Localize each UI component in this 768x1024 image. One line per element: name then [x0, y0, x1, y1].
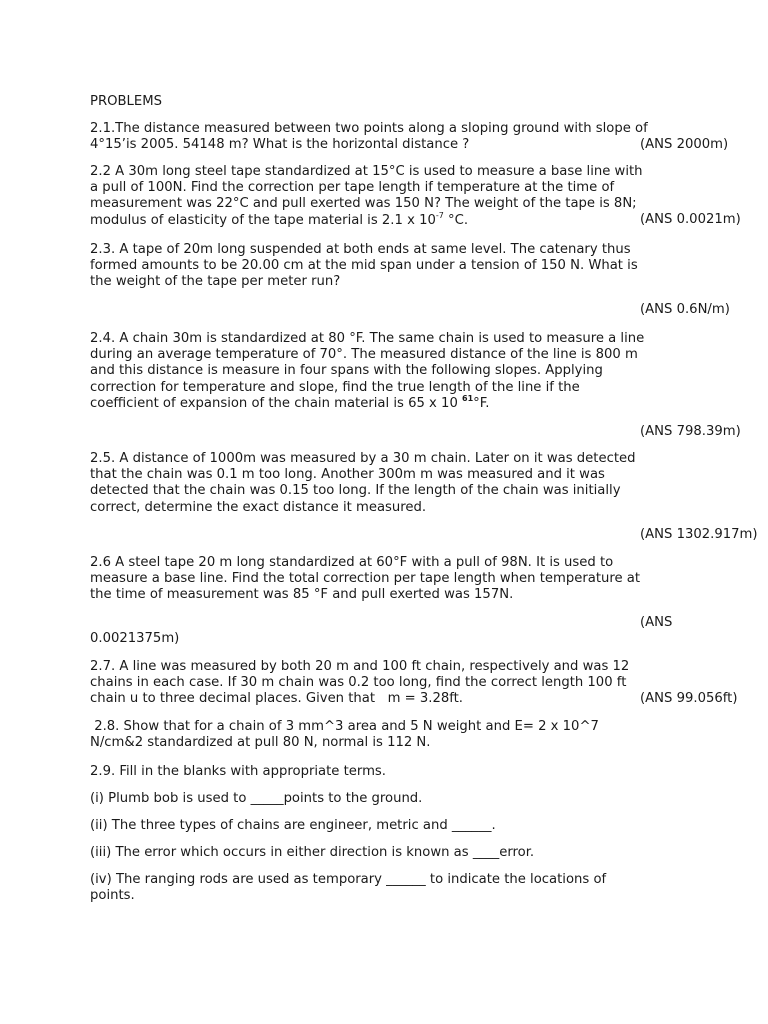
line-text: °F.	[473, 395, 490, 411]
problem-line: 2.9. Fill in the blanks with appropriate terms.	[90, 764, 386, 779]
problem-line: chain u to three decimal places. Given that m = 3.28ft.	[90, 691, 464, 707]
problem-line: measure a base line. Find the total correction per tape length when temperature at	[90, 571, 641, 587]
problem-line: (iii) The error which occurs in either direction is known as ____error.	[90, 845, 535, 860]
answer-text: 0.0021375m)	[90, 631, 180, 646]
problem-2-4	[90, 331, 741, 439]
problem-line: 4°15’is 2005. 54148 m? What is the horizontal distance ?	[90, 137, 470, 153]
problem-line: correct, determine the exact distance it measured.	[90, 499, 427, 515]
line-text: modulus of elasticity of the tape material is 2.1 x 10	[90, 212, 436, 228]
problem-line: chains in each case. If 30 m chain was 0.2 too long, find the correct length 100 ft	[90, 675, 627, 691]
problem-2-3	[90, 242, 730, 317]
problem-line: (ii) The three types of chains are engineer, metric and ______.	[90, 818, 496, 833]
problem-line: 2.1.The distance measured between two points along a sloping ground with slope of	[90, 121, 648, 136]
answer-text: (ANS 2000m)	[640, 137, 729, 152]
problem-line: the weight of the tape per meter run?	[90, 274, 341, 290]
fill-blank-item	[90, 845, 690, 861]
problem-line: measurement was 22°C and pull exerted was 150 N? The weight of the tape is 8N;	[90, 196, 637, 212]
problem-line: correction for temperature and slope, find the true length of the line if the	[90, 379, 580, 395]
problem-2-6	[90, 555, 690, 646]
answer-text: (ANS 1302.917m)	[640, 527, 758, 542]
problem-line: points.	[90, 888, 135, 904]
superscript: -7	[435, 210, 444, 220]
heading-text: PROBLEMS	[90, 94, 162, 109]
line-text: °C.	[443, 212, 469, 228]
problem-line: (i) Plumb bob is used to _____points to the ground.	[90, 791, 423, 806]
problem-line: 2.8. Show that for a chain of 3 mm^3 area and 5 N weight and E= 2 x 10^7	[90, 719, 599, 734]
answer-text: (ANS	[640, 615, 673, 630]
problem-2-5	[90, 451, 758, 542]
problem-line: a pull of 100N. Find the correction per tape length if temperature at the time of	[90, 180, 615, 196]
fill-blank-item	[90, 818, 690, 834]
answer-text: (ANS 0.0021m)	[640, 212, 741, 227]
superscript: 61	[462, 393, 474, 403]
problem-line: 2.2 A 30m long steel tape standardized at 15°C is used to measure a base line with	[90, 164, 643, 179]
problem-line: 2.4. A chain 30m is standardized at 80 °F. The same chain is used to measure a line	[90, 331, 645, 346]
fill-blank-item	[90, 872, 690, 904]
problem-line: N/cm&2 standardized at pull 80 N, normal is 112 N.	[90, 735, 431, 751]
problem-2-9	[90, 764, 690, 780]
problem-line: 2.7. A line was measured by both 20 m and 100 ft chain, respectively and was 12	[90, 659, 630, 674]
problem-line: 2.3. A tape of 20m long suspended at both ends at same level. The catenary thus	[90, 242, 631, 257]
problem-2-8	[90, 719, 690, 751]
line-text: coefficient of expansion of the chain material is 65 x 10	[90, 395, 463, 411]
answer-text: (ANS 798.39m)	[640, 424, 741, 439]
problem-line: formed amounts to be 20.00 cm at the mid span under a tension of 150 N. What is	[90, 258, 638, 274]
problem-line	[90, 210, 690, 229]
problem-line: (iv) The ranging rods are used as temporary ______ to indicate the locations of	[90, 872, 607, 887]
problem-line: 2.5. A distance of 1000m was measured by a 30 m chain. Later on it was detected	[90, 451, 636, 466]
problem-line: the time of measurement was 85 °F and pull exerted was 157N.	[90, 587, 514, 603]
fill-blank-item	[90, 791, 690, 807]
problem-2-1	[90, 121, 729, 153]
answer-text: (ANS 0.6N/m)	[640, 302, 730, 317]
problem-line: that the chain was 0.1 m too long. Another 300m m was measured and it was	[90, 467, 605, 483]
problem-line: 2.6 A steel tape 20 m long standardized at 60°F with a pull of 98N. It is used to	[90, 555, 614, 570]
problem-line: during an average temperature of 70°. The measured distance of the line is 800 m	[90, 347, 638, 363]
problem-line: detected that the chain was 0.15 too long. If the length of the chain was initially	[90, 483, 621, 499]
answer-text: (ANS 99.056ft)	[640, 691, 738, 706]
page-heading	[90, 94, 690, 110]
problem-line: and this distance is measure in four spans with the following slopes. Applying	[90, 363, 603, 379]
problem-2-2	[90, 164, 741, 229]
problem-2-7	[90, 659, 738, 708]
problem-line	[90, 393, 690, 412]
